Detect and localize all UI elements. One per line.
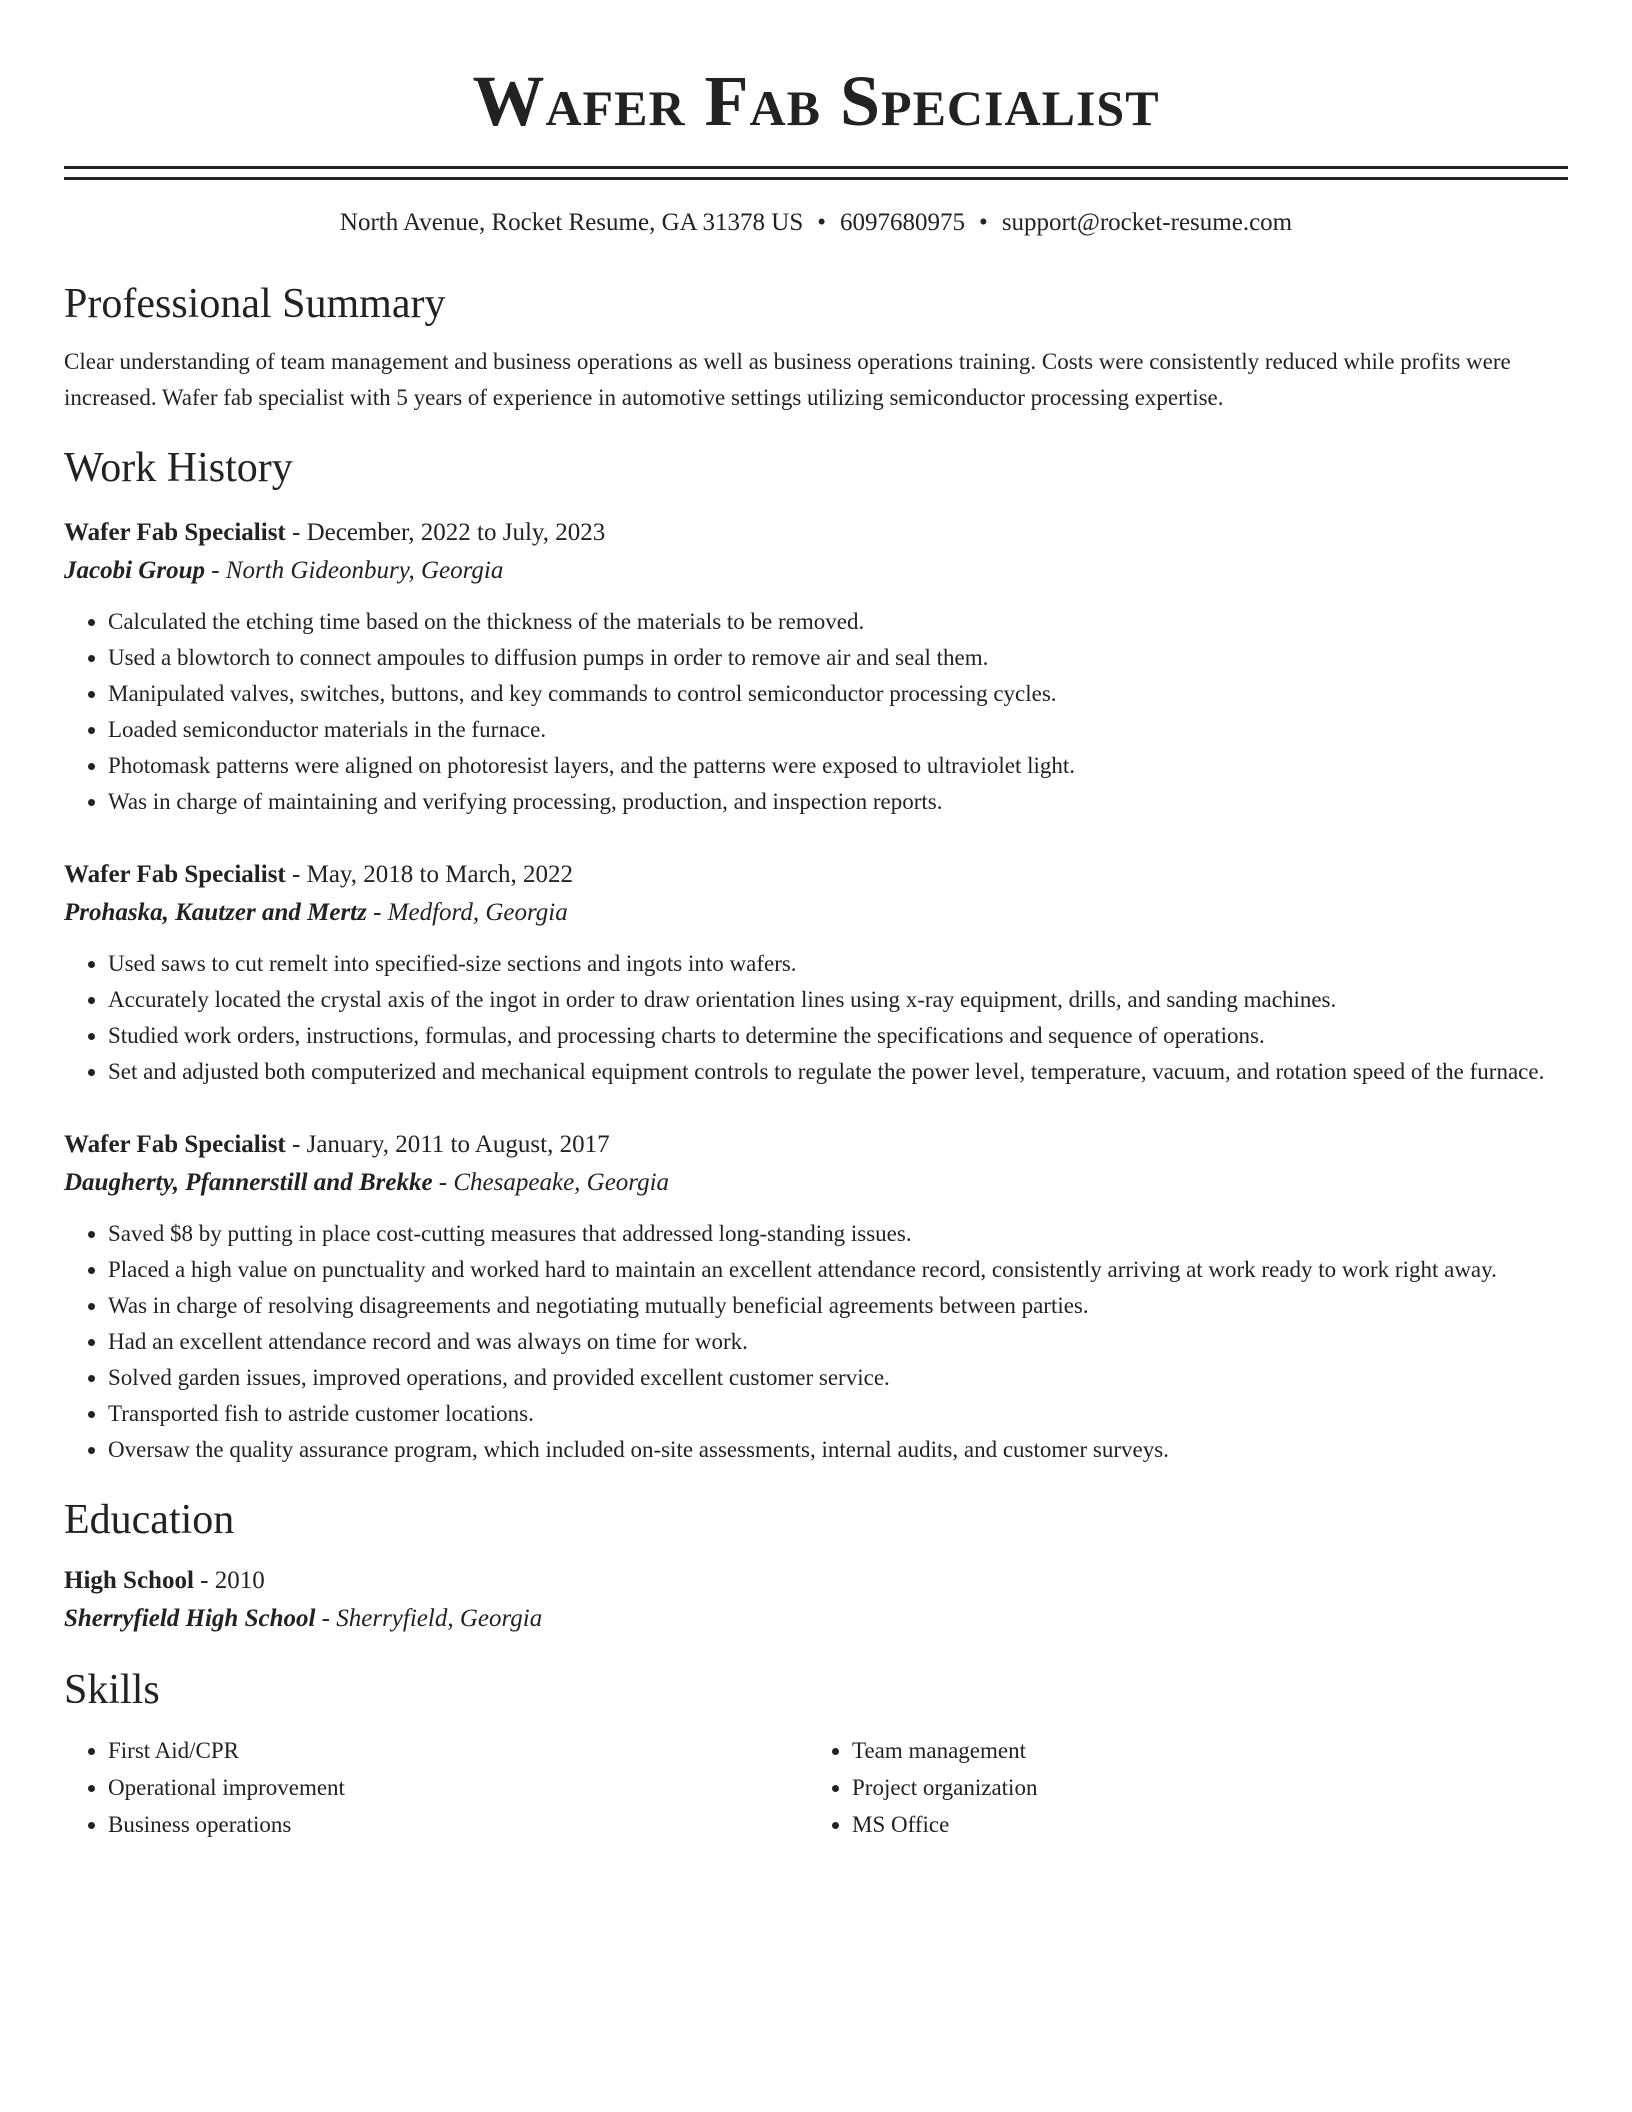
job-company: Daugherty, Pfannerstill and Brekke [64,1169,433,1196]
skill-item: • MS Office [852,1806,1552,1843]
contact-phone: 6097680975 [840,209,966,236]
contact-address: North Avenue, Rocket Resume, GA 31378 US [339,209,804,236]
job-location: - Chesapeake, Georgia [432,1169,670,1196]
job-dates: - May, 2018 to March, 2022 [285,861,573,888]
skills-left-list [64,1732,808,1843]
candidate-name: Wafer Fab Specialist [472,61,1160,141]
list-item: • Was in charge of maintaining and verifying processing, production, and inspection reports. [108,784,1568,820]
education-degree: High School [64,1567,194,1594]
job-bullets [64,604,1568,820]
contact-separator: • [817,209,827,236]
skill-item: • Operational improvement [108,1769,808,1806]
job-company-line [64,894,1568,932]
education-location: - Sherryfield, Georgia [315,1605,543,1632]
job-company-line [64,1164,1568,1202]
job-role: Wafer Fab Specialist [64,1131,286,1158]
work-history-heading: Work History [64,445,293,491]
job-company: Prohaska, Kautzer and Mertz [64,899,367,926]
list-item: • Transported fish to astride customer locations. [108,1396,1568,1432]
list-item: • Used saws to cut remelt into specified-size sections and ingots into wafers. [108,946,1568,982]
job-entry [64,856,1568,1090]
skill-item: • Project organization [852,1769,1552,1806]
list-item: • Had an excellent attendance record and was always on time for work. [108,1324,1568,1360]
education-school-line [64,1600,1568,1638]
list-item: • Calculated the etching time based on the thickness of the materials to be removed. [108,604,1568,640]
job-bullets [64,1216,1568,1468]
job-entry [64,1126,1568,1468]
contact-email: support@rocket-resume.com [1001,209,1293,236]
list-item: • Loaded semiconductor materials in the furnace. [108,712,1568,748]
job-location: - North Gideonbury, Georgia [204,557,504,584]
skill-item: • Business operations [108,1806,808,1843]
header-double-rule [64,166,1568,180]
job-title-line [64,1126,1568,1164]
job-title-line [64,514,1568,552]
summary-text: Clear understanding of team management and business operations as well as business operations training. Costs were consistently reduced while profits were increased. Wafer fab specialist with 5 years of experience in automotive settings utilizing semiconductor processing expertise. [64,349,1511,410]
job-title-line [64,856,1568,894]
job-bullets [64,946,1568,1090]
job-company: Jacobi Group [64,557,205,584]
list-item: • Accurately located the crystal axis of the ingot in order to draw orientation lines using x-ray equipment, drills, and sanding machines. [108,982,1568,1018]
skills-right-list [808,1732,1552,1843]
education-school: Sherryfield High School [64,1605,316,1632]
skills-heading: Skills [64,1667,160,1713]
contact-line [64,206,1568,240]
list-item: • Manipulated valves, switches, buttons, and key commands to control semiconductor processing cycles. [108,676,1568,712]
list-item: • Set and adjusted both computerized and mechanical equipment controls to regulate the power level, temperature, vacuum, and rotation speed of the furnace. [108,1054,1568,1090]
education-year: - 2010 [193,1567,265,1594]
list-item: • Used a blowtorch to connect ampoules to diffusion pumps in order to remove air and seal them. [108,640,1568,676]
list-item: • Solved garden issues, improved operations, and provided excellent customer service. [108,1360,1568,1396]
contact-separator: • [979,209,988,236]
list-item: • Oversaw the quality assurance program, which included on-site assessments, internal audits, and customer surveys. [108,1432,1568,1468]
skill-item: • First Aid/CPR [108,1732,808,1769]
job-location: - Medford, Georgia [366,899,568,926]
list-item: • Placed a high value on punctuality and worked hard to maintain an excellent attendance record, consistently arriving at work ready to work right away. [108,1252,1568,1288]
job-role: Wafer Fab Specialist [64,519,286,546]
job-role: Wafer Fab Specialist [64,861,286,888]
skill-item: • Team management [852,1732,1552,1769]
summary-heading: Professional Summary [64,281,446,327]
job-dates: - December, 2022 to July, 2023 [285,519,606,546]
job-dates: - January, 2011 to August, 2017 [285,1131,610,1158]
education-heading: Education [64,1497,235,1543]
list-item: • Photomask patterns were aligned on photoresist layers, and the patterns were exposed to ultraviolet light. [108,748,1568,784]
list-item: • Was in charge of resolving disagreements and negotiating mutually beneficial agreements between parties. [108,1288,1568,1324]
job-entry [64,514,1568,820]
list-item: • Saved $8 by putting in place cost-cutting measures that addressed long-standing issues. [108,1216,1568,1252]
list-item: • Studied work orders, instructions, formulas, and processing charts to determine the specifications and sequence of operations. [108,1018,1568,1054]
education-entry [64,1562,1568,1638]
resume-page [64,0,1568,1843]
job-company-line [64,552,1568,590]
education-degree-line [64,1562,1568,1600]
skills-columns [64,1732,1568,1843]
